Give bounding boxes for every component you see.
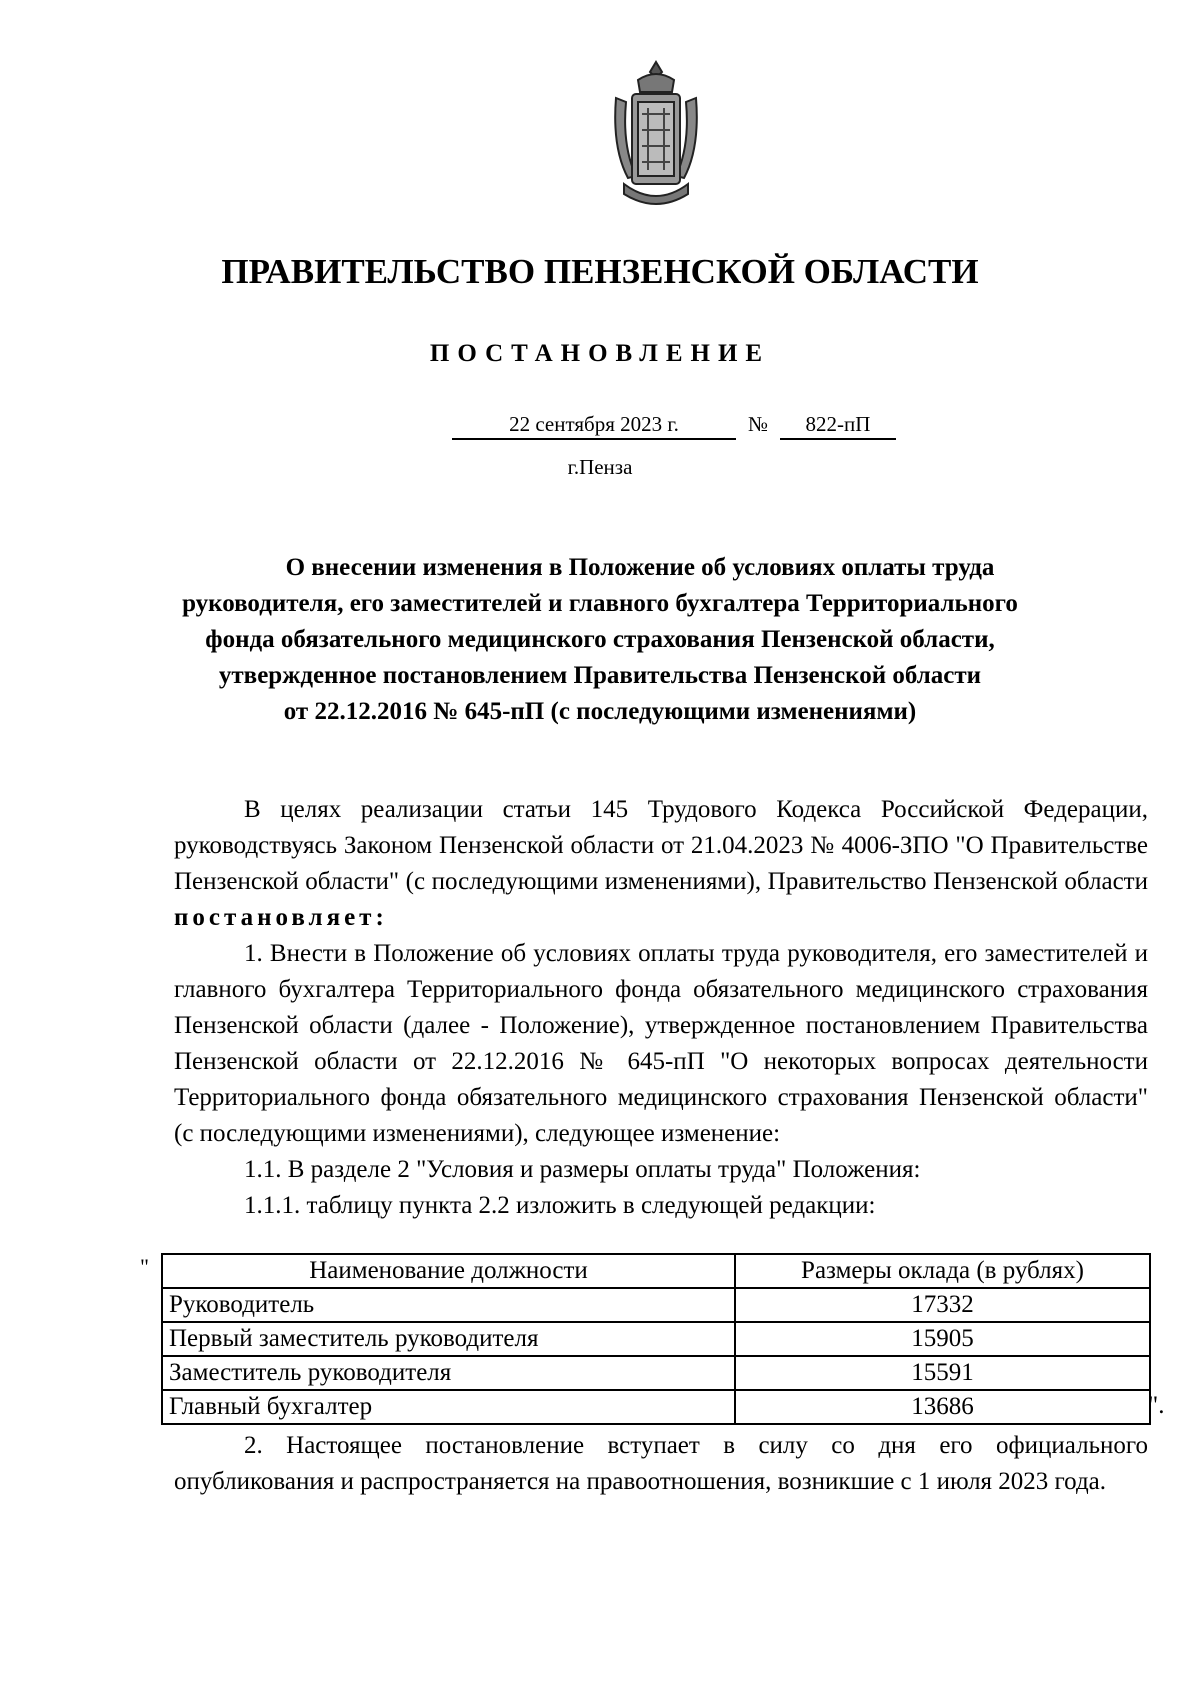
item-1: 1. Внести в Положение об условиях оплаты труда руководителя, его заместителей и главного бухгалтера Территориального фонда обязательного медицинского страхования Пензенской области (далее - Положение), утвержденное постановлением Правительства Пензенской области от 22.12.2016 № 645-пП "О некоторых вопросах деятельности Территориального фонда обязательного медицинского страхования Пензенской области" (с последующими изменениями), следующее изменение:: [174, 940, 1148, 1147]
item-1-1-1: 1.1.1. таблицу пункта 2.2 изложить в следующей редакции:: [244, 1192, 876, 1219]
body-section-2: [174, 1428, 1148, 1500]
title-line: фонда обязательного медицинского страхования Пензенской области,: [205, 626, 995, 653]
salary-cell: 15905: [735, 1322, 1150, 1356]
table-row: [162, 1322, 1150, 1356]
table-row: [162, 1356, 1150, 1390]
coat-of-arms-icon: [608, 58, 704, 214]
preamble-text: В целях реализации статьи 145 Трудового Кодекса Российской Федерации, руководствуясь Законом Пензенской области от 21.04.2023 № 4006-ЗПО "О Правительстве Пензенской области" (с последующими изменениями), Правительство Пензенской области: [174, 796, 1148, 895]
title-line: руководителя, его заместителей и главного бухгалтера Территориального: [182, 590, 1018, 617]
table-row: [162, 1288, 1150, 1322]
document-title: [150, 550, 1050, 730]
salary-cell: 17332: [735, 1288, 1150, 1322]
table-row: [162, 1390, 1150, 1424]
title-line: утвержденное постановлением Правительства Пензенской области: [218, 662, 982, 689]
body-section-1: [174, 792, 1148, 1224]
item-1-1: 1.1. В разделе 2 "Условия и размеры оплаты труда" Положения:: [244, 1156, 921, 1183]
preamble-paragraph: [174, 792, 1148, 936]
item-2: 2. Настоящее постановление вступает в силу со дня его официального опубликования и распространяется на правоотношения, возникшие с 1 июля 2023 года.: [174, 1432, 1148, 1495]
position-cell: Первый заместитель руководителя: [162, 1322, 735, 1356]
header-salary: Размеры оклада (в рублях): [735, 1254, 1150, 1288]
document-type: ПОСТАНОВЛЕНИЕ: [429, 340, 771, 367]
salary-table: [161, 1253, 1151, 1425]
table-open-quote: ": [140, 1254, 149, 1279]
city: г.Пенза: [567, 455, 633, 479]
government-name: ПРАВИТЕЛЬСТВО ПЕНЗЕНСКОЙ ОБЛАСТИ: [221, 252, 979, 291]
salary-cell: 13686: [735, 1390, 1150, 1424]
position-cell: Руководитель: [162, 1288, 735, 1322]
number-sign: №: [748, 412, 769, 436]
title-line: от 22.12.2016 № 645-пП (с последующими изменениями): [283, 698, 917, 725]
table-close-quote: ".: [1148, 1392, 1165, 1419]
salary-cell: 15591: [735, 1356, 1150, 1390]
decree-word: постановляет:: [174, 904, 388, 931]
title-line: О внесении изменения в Положение об условиях оплаты труда: [285, 554, 995, 581]
position-cell: Заместитель руководителя: [162, 1356, 735, 1390]
document-number: 822-пП: [780, 410, 896, 440]
header-position: Наименование должности: [162, 1254, 735, 1288]
document-date: 22 сентября 2023 г.: [452, 410, 736, 440]
position-cell: Главный бухгалтер: [162, 1390, 735, 1424]
table-header-row: [162, 1254, 1150, 1288]
